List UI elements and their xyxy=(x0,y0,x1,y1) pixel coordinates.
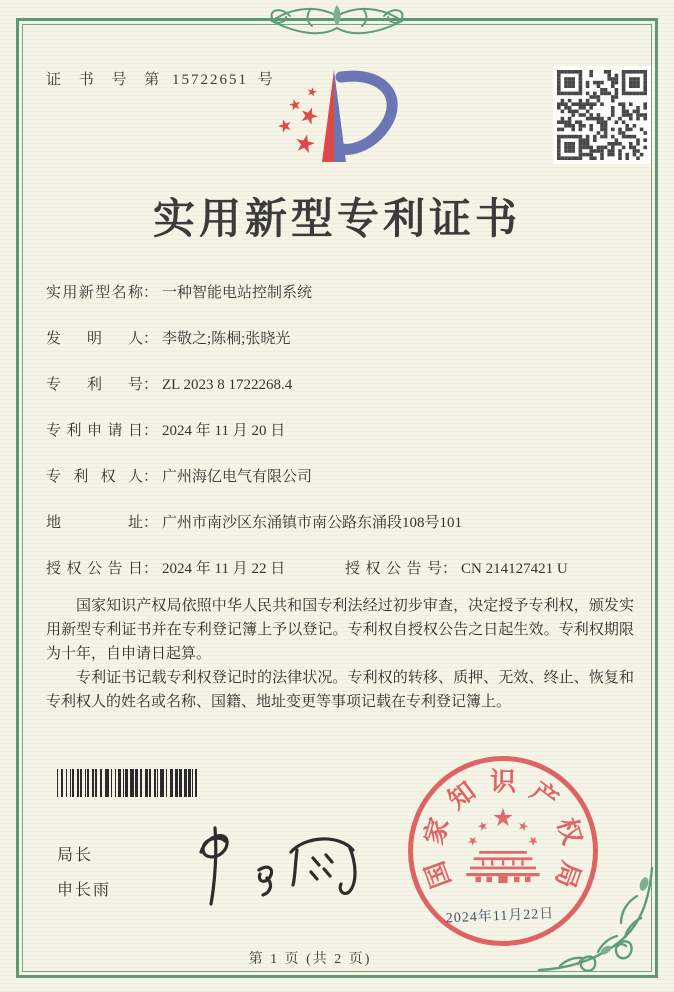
field-label: 专利号 xyxy=(46,377,143,393)
seal-ring-char: 国 xyxy=(420,857,457,892)
seal-date: 2024年11月22日 xyxy=(445,906,555,927)
seal-ring-char: 家 xyxy=(419,814,455,848)
field-label: 专利申请日 xyxy=(46,423,143,439)
commissioner-title: 局长 xyxy=(57,847,94,864)
field-value-grant-number: CN 214127421 U xyxy=(461,561,568,577)
seal-ring-char: 局 xyxy=(549,857,586,892)
field-label: 实用新型名称 xyxy=(46,285,143,301)
certificate-number-value: 15722651 xyxy=(172,72,249,88)
certificate-number-suffix: 号 xyxy=(257,72,274,88)
certificate-number-label: 证 书 号 第 xyxy=(46,72,167,88)
field-value: 一种智能电站控制系统 xyxy=(162,285,313,301)
qr-code xyxy=(553,66,651,164)
seal-ring-char: 产 xyxy=(525,776,564,816)
legal-paragraph-1: 国家知识产权局依照中华人民共和国专利法经过初步审查，决定授予专利权，颁发实用新型专利证书并在专利登记簿上予以登记。专利权自授权公告之日起生效。专利权期限为十年，自申请日起算。 xyxy=(46,598,634,662)
top-ornament xyxy=(172,0,502,44)
commissioner-name: 申长雨 xyxy=(57,882,112,899)
field-value: 广州海亿电气有限公司 xyxy=(162,469,313,485)
field-utility-model-name: 实用新型名称： 一种智能电站控制系统 xyxy=(46,282,632,305)
field-value: 2024 年 11 月 20 日 xyxy=(162,423,286,439)
field-grant-number: 授权公告号： CN 214127421 U xyxy=(345,558,568,581)
field-label: 专利权人 xyxy=(46,469,143,485)
field-value-grant-date: 2024 年 11 月 22 日 xyxy=(162,561,286,577)
national-emblem-icon xyxy=(448,796,558,906)
seal-ring-char: 识 xyxy=(489,767,517,797)
commissioner-block xyxy=(57,842,111,912)
field-label: 发明人 xyxy=(46,331,143,347)
certificate-title: 实用新型专利证书 xyxy=(152,197,521,243)
field-inventors: 发明人： 李敬之;陈桐;张晓光 xyxy=(46,328,632,351)
field-label: 地址 xyxy=(46,515,143,531)
field-label-grant-date: 授权公告日 xyxy=(46,561,143,577)
field-value: 广州市南沙区东涌镇市南公路东涌段108号101 xyxy=(162,515,463,531)
field-label-grant-number: 授权公告号 xyxy=(345,561,442,577)
field-filing-date: 专利申请日： 2024 年 11 月 20 日 xyxy=(46,420,632,443)
seal-ring-char: 知 xyxy=(442,776,481,816)
seal-ring-char: 权 xyxy=(551,814,587,848)
barcode xyxy=(57,769,205,797)
commissioner-signature xyxy=(163,822,378,907)
legal-paragraph-2: 专利证书记载专利权登记时的法律状况。专利权的转移、质押、无效、终止、恢复和专利权人的姓名或名称、国籍、地址变更等事项记载在专利登记簿上。 xyxy=(46,670,634,710)
page-footer: 第 1 页 (共 2 页) xyxy=(248,952,372,967)
field-grant-row: 授权公告日： 2024 年 11 月 22 日 授权公告号： CN 214127421 U xyxy=(46,558,632,581)
field-value: ZL 2023 8 1722268.4 xyxy=(162,377,293,393)
field-patentee: 专利权人： 广州海亿电气有限公司 xyxy=(46,466,632,489)
cnipa-logo-icon xyxy=(262,58,437,176)
field-patent-number: 专利号： ZL 2023 8 1722268.4 xyxy=(46,374,632,397)
legal-text xyxy=(46,594,634,714)
field-address: 地址： 广州市南沙区东涌镇市南公路东涌段108号101 xyxy=(46,512,632,535)
field-value: 李敬之;陈桐;张晓光 xyxy=(162,331,291,347)
certificate-fields xyxy=(46,282,632,604)
certificate-number xyxy=(46,68,274,89)
